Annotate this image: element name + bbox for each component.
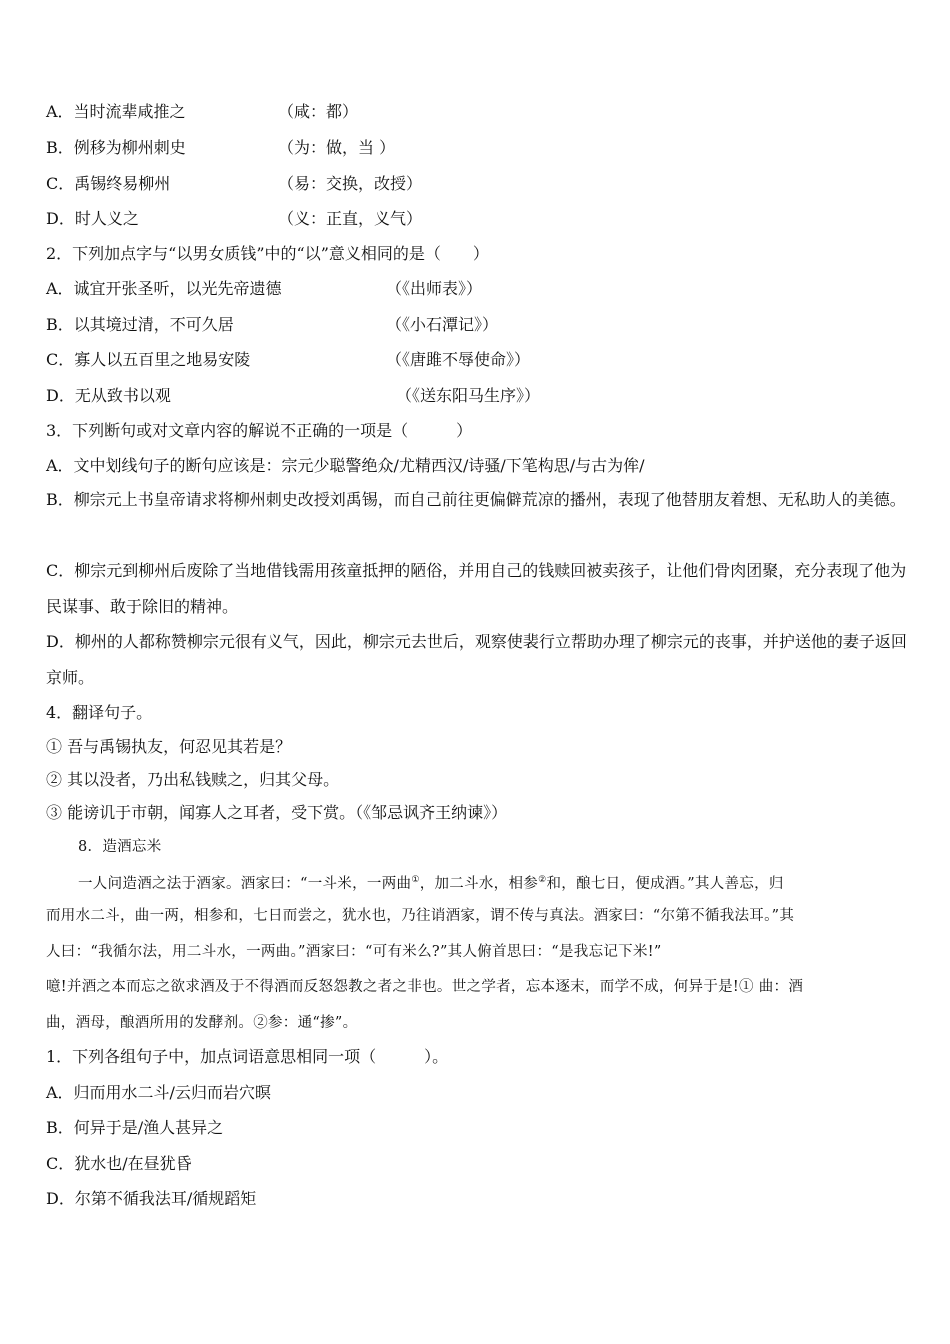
- q3-option-d: D．柳州的人都称赞柳宗元很有义气，因此，柳宗元去世后，观察使裴行立帮助办理了柳宗元的丧事，并护送他的妻子返回京师。: [46, 632, 907, 687]
- q4-item-3: ③ 能谤讥于市朝，闻寡人之耳者，受下赏。（《邹忌讽齐王纳谏》）: [46, 803, 508, 822]
- footnote-mark-2: ②: [538, 875, 547, 885]
- q2-stem: 2．下列加点字与“以男女质钱”中的“以”意义相同的是（ ）: [46, 244, 489, 263]
- q8-1-stem: 1．下列各组句子中，加点词语意思相同一项（ ）。: [46, 1047, 449, 1066]
- passage-line-2: 而用水二斗，曲一两，相参和，七日而尝之，犹水也，乃往诮酒家，谓不传与真法。酒家曰：“尔第不循我法耳。”其: [46, 908, 795, 924]
- q2-option-c: C．寡人以五百里之地易安陵 （《唐雎不辱使命》）: [46, 350, 531, 369]
- q1-option-d: D．时人义之 （义：正直，义气）: [46, 209, 423, 228]
- q3-option-c: C．柳宗元到柳州后废除了当地借钱需用孩童抵押的陋俗，并用自己的钱赎回被卖孩子，让他们骨肉团聚，充分表现了他为民谋事、敢于除旧的精神。: [46, 561, 907, 616]
- q8-1-option-d: D．尔第不循我法耳/循规蹈矩: [46, 1189, 257, 1208]
- q4-item-2: ② 其以没者，乃出私钱赎之，归其父母。: [46, 770, 340, 789]
- q1-option-c: C．禹锡终易柳州 （易：交换，改授）: [46, 174, 423, 193]
- q8-1-option-a: A．归而用水二斗/云归而岩穴暝: [46, 1083, 271, 1102]
- q3-option-b: B．柳宗元上书皇帝请求将柳州刺史改授刘禹锡，而自己前往更偏僻荒凉的播州，表现了他替朋友着想、无私助人的美德。: [46, 490, 906, 509]
- passage-line-5: 曲，酒母，酿酒所用的发酵剂。②参：通“掺”。: [46, 1015, 358, 1031]
- footnote-mark-1: ①: [411, 875, 420, 885]
- q3-stem: 3．下列断句或对文章内容的解说不正确的一项是（ ）: [46, 421, 473, 440]
- passage-line-3: 人曰：“我循尔法，用二斗水，一两曲。”酒家曰：“可有米么?”其人俯首思曰：“是我忘记下米!”: [46, 944, 662, 960]
- q2-option-a: A．诚宜开张圣听，以光先帝遗德 （《出师表》）: [46, 279, 483, 298]
- passage-line-4: 噫!并酒之本而忘之欲求酒及于不得酒而反怒怨教之者之非也。世之学者，忘本逐末，而学不成，何异于是!① 曲：酒: [46, 979, 804, 995]
- q4-item-1: ① 吾与禹锡执友，何忍见其若是？: [46, 737, 292, 756]
- q1-option-b: B．例移为柳州刺史 （为：做，当 ）: [46, 138, 396, 157]
- q4-stem: 4．翻译句子。: [46, 703, 153, 722]
- q8-1-option-b: B．何异于是/渔人甚异之: [46, 1118, 224, 1137]
- q1-option-a: A．当时流辈咸推之 （咸：都）: [46, 102, 359, 121]
- q8-1-option-c: C．犹水也/在昼犹昏: [46, 1154, 192, 1173]
- passage-heading: 8．造酒忘米: [78, 839, 162, 855]
- q3-option-a: A．文中划线句子的断句应该是：宗元少聪警绝众/尤精西汉/诗骚/下笔构思/与古为侔/: [46, 456, 645, 475]
- passage-line-1: 一人问造酒之法于酒家。酒家曰：“一斗米，一两曲①，加二斗水，相参②和，酿七日，便成酒。”其人善忘，归: [78, 875, 784, 892]
- q2-option-b: B．以其境过清，不可久居 （《小石潭记》）: [46, 315, 499, 334]
- q2-option-d: D．无从致书以观 （《送东阳马生序》）: [46, 386, 541, 405]
